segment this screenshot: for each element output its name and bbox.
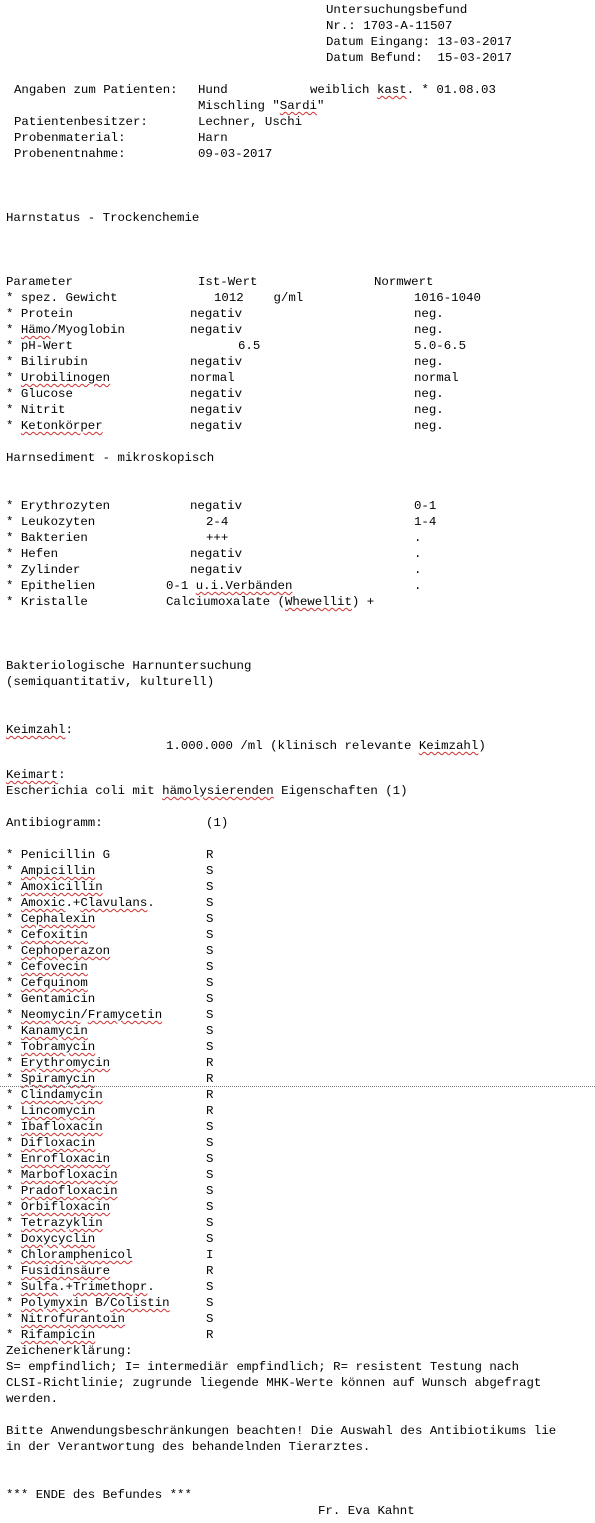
antibiotic-result: S — [206, 1040, 214, 1054]
antibiotic-result: S — [206, 1296, 214, 1310]
antibiotic-result: S — [206, 1168, 214, 1182]
sediment-ist: negativ — [190, 547, 243, 561]
sediment-name: * Leukozyten — [6, 515, 96, 529]
sediment-ist: Calciumoxalate (Whewellit) + — [166, 595, 375, 609]
antibiotic-result: I — [206, 1248, 214, 1262]
col-header-ist: Ist-Wert — [198, 275, 258, 289]
antibiotic-result: S — [206, 1008, 214, 1022]
antibiotic-name: * Sulfa.+Trimethopr. — [6, 1280, 155, 1294]
antibiotic-result: S — [206, 1280, 214, 1294]
antibiotic-result: S — [206, 1152, 214, 1166]
param-ist: negativ — [190, 307, 243, 321]
antibiotic-result: S — [206, 1200, 214, 1214]
antibiotic-name: * Marbofloxacin — [6, 1168, 118, 1182]
sediment-name: * Epithelien — [6, 579, 96, 593]
param-ist: negativ — [190, 323, 243, 337]
antibiotic-name: * Neomycin/Framycetin — [6, 1008, 163, 1022]
sediment-norm: 0-1 — [414, 499, 437, 513]
legend-line: S= empfindlich; I= intermediär empfindlich; R= resistent Testung nach — [6, 1360, 520, 1374]
antibiotic-name: * Tetrazyklin — [6, 1216, 103, 1230]
antibiotic-result: S — [206, 1024, 214, 1038]
antibiotic-name: * Ibafloxacin — [6, 1120, 103, 1134]
sediment-norm: . — [414, 563, 422, 577]
sediment-norm: . — [414, 531, 422, 545]
antibiotic-name: * Orbifloxacin — [6, 1200, 111, 1214]
param-ist: negativ — [190, 419, 243, 433]
antibiotic-result: S — [206, 960, 214, 974]
antibiotic-name: * Cefovecin — [6, 960, 88, 974]
param-norm: 1016-1040 — [414, 291, 481, 305]
antibiotic-result: S — [206, 1136, 214, 1150]
param-ist: negativ — [190, 403, 243, 417]
keimzahl-value: 1.000.000 /ml (klinisch relevante Keimzahl) — [166, 739, 486, 753]
antibiotic-result: S — [206, 1120, 214, 1134]
sediment-name: * Kristalle — [6, 595, 88, 609]
antibiotic-result: S — [206, 928, 214, 942]
antibiotic-result: S — [206, 1184, 214, 1198]
antibiotic-name: * Pradofloxacin — [6, 1184, 118, 1198]
antibiotic-name: * Penicillin G — [6, 848, 111, 862]
material-value: Harn — [198, 131, 228, 145]
sediment-name: * Bakterien — [6, 531, 88, 545]
param-name: * Nitrit — [6, 403, 66, 417]
param-ist: negativ — [190, 387, 243, 401]
received-date: Datum Eingang: 13-03-2017 — [326, 35, 512, 49]
antibiotic-name: * Chloramphenicol — [6, 1248, 133, 1262]
antibiotic-name: * Amoxic.+Clavulans. — [6, 896, 155, 910]
antibiotic-name: * Cephalexin — [6, 912, 96, 926]
antibiotic-result: S — [206, 896, 214, 910]
end-marker: *** ENDE des Befundes *** — [6, 1488, 192, 1502]
antibiogramm-label: Antibiogramm: — [6, 816, 103, 830]
antibiotic-name: * Kanamycin — [6, 1024, 88, 1038]
antibiotic-name: * Cefquinom — [6, 976, 88, 990]
antibiotic-result: S — [206, 944, 214, 958]
antibiotic-name: * Nitrofurantoin — [6, 1312, 125, 1326]
param-norm: 5.0-6.5 — [414, 339, 467, 353]
param-ist: negativ — [190, 355, 243, 369]
param-name: * Urobilinogen — [6, 371, 111, 385]
param-ist: 6.5 — [238, 339, 261, 353]
antibiotic-name: * Clindamycin — [6, 1088, 103, 1102]
sediment-ist: 0-1 u.i.Verbänden — [166, 579, 293, 593]
antibiotic-name: * Tobramycin — [6, 1040, 96, 1054]
section-title-harnstatus: Harnstatus - Trockenchemie — [6, 211, 200, 225]
organism: Escherichia coli mit hämolysierenden Eigenschaften (1) — [6, 784, 408, 798]
sediment-ist: negativ — [190, 499, 243, 513]
section-subtitle-bakterio: (semiquantitativ, kulturell) — [6, 675, 215, 689]
antibiotic-name: * Enrofloxacin — [6, 1152, 111, 1166]
keimart-label: Keimart: — [6, 768, 66, 782]
param-name: * Protein — [6, 307, 73, 321]
owner-value: Lechner, Uschi — [198, 115, 303, 129]
antibiotic-result: S — [206, 1216, 214, 1230]
antibiotic-name: * Amoxicillin — [6, 880, 103, 894]
report-date: Datum Befund: 15-03-2017 — [326, 51, 512, 65]
antibiotic-result: R — [206, 1072, 214, 1086]
patient-sex: weiblich kast. * 01.08.03 — [310, 83, 496, 97]
notice-line: in der Verantwortung des behandelnden Tierarztes. — [6, 1440, 371, 1454]
antibiotic-name: * Fusidinsäure — [6, 1264, 111, 1278]
legend-line: CLSI-Richtlinie; zugrunde liegende MHK-Werte können auf Wunsch abgefragt — [6, 1376, 542, 1390]
antibiotic-name: * Difloxacin — [6, 1136, 96, 1150]
legend-line: werden. — [6, 1392, 59, 1406]
owner-label: Patientenbesitzer: — [14, 115, 148, 129]
antibiotic-result: S — [206, 1232, 214, 1246]
param-ist: normal — [190, 371, 235, 385]
sediment-norm: . — [414, 579, 422, 593]
param-ist: 1012 g/ml — [214, 291, 304, 305]
sediment-ist: 2-4 — [206, 515, 229, 529]
antibiotic-name: * Ampicillin — [6, 864, 96, 878]
param-name: * pH-Wert — [6, 339, 73, 353]
legend-title: Zeichenerklärung: — [6, 1344, 133, 1358]
antibiotic-result: S — [206, 992, 214, 1006]
sample-date-value: 09-03-2017 — [198, 147, 273, 161]
sediment-name: * Zylinder — [6, 563, 81, 577]
param-norm: neg. — [414, 387, 444, 401]
section-title-sediment: Harnsediment - mikroskopisch — [6, 451, 215, 465]
sediment-ist: negativ — [190, 563, 243, 577]
report-number: Nr.: 1703-A-11507 — [326, 19, 453, 33]
antibiotic-result: S — [206, 864, 214, 878]
section-title-bakterio: Bakteriologische Harnuntersuchung — [6, 659, 252, 673]
antibiotic-result: S — [206, 912, 214, 926]
antibiotic-result: S — [206, 976, 214, 990]
patient-species: Hund — [198, 83, 228, 97]
param-norm: neg. — [414, 323, 444, 337]
param-name: * Glucose — [6, 387, 73, 401]
sediment-norm: . — [414, 547, 422, 561]
param-name: * spez. Gewicht — [6, 291, 118, 305]
antibiotic-result: R — [206, 848, 214, 862]
antibiotic-name: * Lincomycin — [6, 1104, 96, 1118]
col-header-norm: Normwert — [374, 275, 434, 289]
antibiogramm-ref: (1) — [206, 816, 229, 830]
patient-info-label: Angaben zum Patienten: — [14, 83, 178, 97]
antibiotic-name: * Polymyxin B/Colistin — [6, 1296, 170, 1310]
antibiotic-name: * Cefoxitin — [6, 928, 88, 942]
antibiotic-name: * Gentamicin — [6, 992, 96, 1006]
antibiotic-result: R — [206, 1056, 214, 1070]
antibiotic-name: * Erythromycin — [6, 1056, 111, 1070]
antibiotic-name: * Rifampicin — [6, 1328, 96, 1342]
param-name: * Ketonkörper — [6, 419, 103, 433]
document-title: Untersuchungsbefund — [326, 3, 468, 17]
sediment-name: * Hefen — [6, 547, 59, 561]
antibiotic-name: * Spiramycin — [6, 1072, 96, 1086]
notice-line: Bitte Anwendungsbeschränkungen beachten! Die Auswahl des Antibiotikums lie — [6, 1424, 557, 1438]
param-norm: neg. — [414, 403, 444, 417]
signature: Fr. Eva Kahnt — [318, 1504, 415, 1518]
antibiotic-result: S — [206, 880, 214, 894]
antibiotic-name: * Doxycyclin — [6, 1232, 96, 1246]
antibiotic-result: R — [206, 1088, 214, 1102]
keimzahl-label: Keimzahl: — [6, 723, 73, 737]
param-name: * Hämo/Myoglobin — [6, 323, 125, 337]
param-norm: neg. — [414, 355, 444, 369]
param-norm: neg. — [414, 307, 444, 321]
sediment-ist: +++ — [206, 531, 229, 545]
antibiotic-result: R — [206, 1264, 214, 1278]
sediment-norm: 1-4 — [414, 515, 437, 529]
antibiotic-result: S — [206, 1312, 214, 1326]
antibiotic-result: R — [206, 1104, 214, 1118]
param-name: * Bilirubin — [6, 355, 88, 369]
patient-breed: Mischling "Sardi" — [198, 99, 325, 113]
antibiotic-result: R — [206, 1328, 214, 1342]
sample-date-label: Probenentnahme: — [14, 147, 126, 161]
antibiotic-name: * Cephoperazon — [6, 944, 111, 958]
param-norm: neg. — [414, 419, 444, 433]
col-header-parameter: Parameter — [6, 275, 73, 289]
param-norm: normal — [414, 371, 459, 385]
material-label: Probenmaterial: — [14, 131, 126, 145]
sediment-name: * Erythrozyten — [6, 499, 111, 513]
